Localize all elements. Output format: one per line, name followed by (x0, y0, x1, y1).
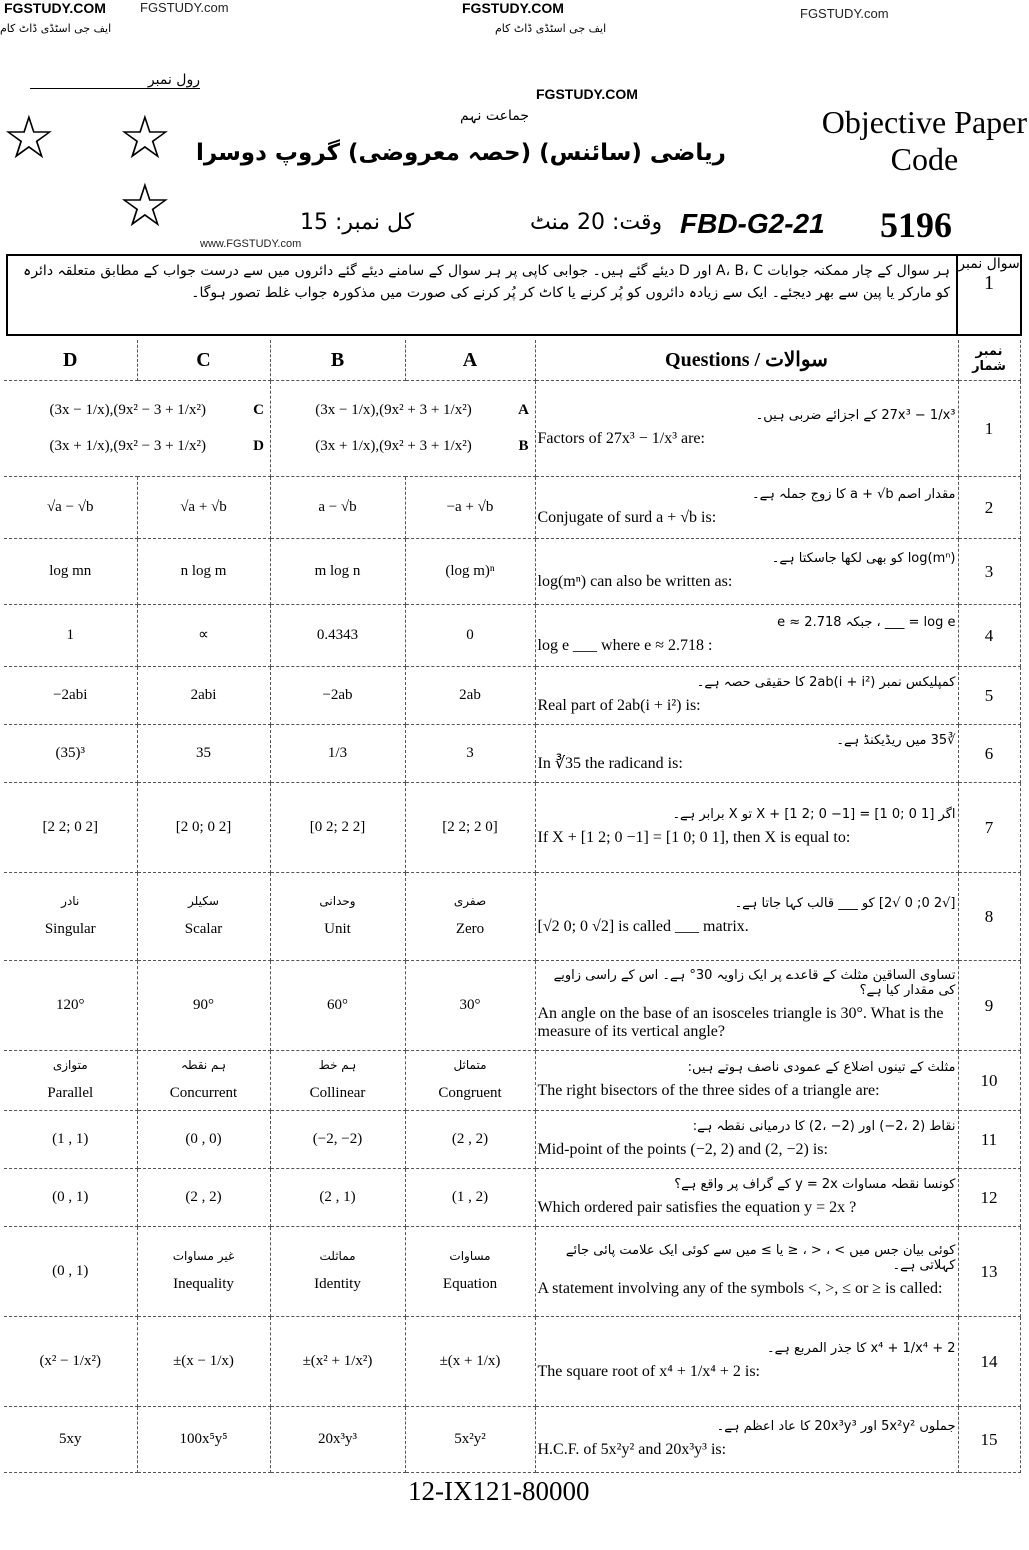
option-b-text: m log n (314, 562, 361, 579)
option-b-text: 20x³y³ (318, 1430, 357, 1447)
question-number: 3 (958, 539, 1020, 605)
question-number: 7 (958, 783, 1020, 873)
option-d-text: (3x + 1/x),(9x² − 3 + 1/x²) (49, 437, 206, 454)
option-a-text: 0 (466, 626, 474, 643)
option-b (270, 873, 405, 961)
option-c (137, 1051, 270, 1111)
option-d-text: √a − √b (46, 498, 94, 515)
questions-table (4, 340, 1021, 1473)
question-number: 1 (958, 381, 1020, 477)
option-c-text: 100x⁵y⁵ (179, 1430, 228, 1447)
question-row (4, 381, 1020, 477)
watermark: FGSTUDY.COM (536, 86, 638, 102)
watermark: FGSTUDY.COM (462, 0, 564, 16)
option-a (405, 873, 535, 961)
option-a-text: −a + √b (446, 498, 494, 515)
option-c-text: 35 (196, 744, 211, 761)
option-a (405, 783, 535, 873)
option-a-urdu: صفری (453, 893, 487, 908)
option-a (405, 1227, 535, 1317)
option-d-text: (1 , 1) (52, 1130, 89, 1147)
option-c (137, 1227, 270, 1317)
question-english: The square root of x⁴ + 1/x⁴ + 2 is: (537, 1362, 760, 1380)
question-english: log e ___ where e ≈ 2.718 : (537, 636, 713, 654)
option-b-text: 1/3 (327, 744, 348, 761)
header-a: A (405, 340, 535, 381)
option-c (137, 539, 270, 605)
option-c-text: √a + √b (180, 498, 227, 515)
option-b-urdu: وحدانی (319, 893, 356, 908)
option-b-urdu: ہم خط (318, 1057, 357, 1072)
option-b (270, 539, 405, 605)
option-b-text: Unit (324, 920, 351, 937)
option-d-text: (0 , 1) (52, 1262, 89, 1279)
roll-number-label: رول نمبر (30, 72, 200, 89)
question-cell (535, 1051, 958, 1111)
option-a-text: ±(x + 1/x) (439, 1352, 501, 1369)
option-b-text: [0 2; 2 2] (309, 818, 366, 835)
question-number: 13 (958, 1227, 1020, 1317)
option-a (405, 1317, 535, 1407)
question-row (4, 667, 1020, 725)
question-urdu: اگر X + [1 2; 0 −1] = [1 0; 0 1] تو X برابر ہے۔ (672, 806, 956, 822)
option-d-text: (x² − 1/x²) (39, 1352, 102, 1369)
option-c (137, 783, 270, 873)
option-b (270, 667, 405, 725)
question-english: Which ordered pair satisfies the equation y = 2x ? (537, 1198, 857, 1216)
option-c (137, 1317, 270, 1407)
option-a (405, 1407, 535, 1473)
code-label: Code (890, 140, 959, 177)
option-b-text: a − √b (318, 498, 357, 515)
option-d-text: (35)³ (55, 744, 85, 761)
option-a (405, 1051, 535, 1111)
watermark: www.FGSTUDY.com (200, 238, 302, 250)
option-b (270, 1407, 405, 1473)
option-d-text: (0 , 1) (52, 1188, 89, 1205)
option-a (405, 725, 535, 783)
option-a-text: Equation (442, 1275, 498, 1292)
watermark: FGSTUDY.com (140, 0, 229, 15)
option-c-letter: C (253, 402, 264, 419)
option-d-text: 5xy (59, 1430, 82, 1447)
option-a (405, 605, 535, 667)
question-number: 11 (958, 1111, 1020, 1169)
question-row (4, 1051, 1020, 1111)
handwritten-code: FBD-G2-21 (680, 208, 825, 239)
question-number: 6 (958, 725, 1020, 783)
paper-title (822, 104, 1027, 178)
option-d (4, 539, 137, 605)
option-d-text: 120° (56, 996, 85, 1013)
option-d-urdu: متوازی (52, 1057, 88, 1072)
star-icon: ☆ (118, 173, 172, 239)
question-row (4, 961, 1020, 1051)
option-a-text: Congruent (438, 1084, 502, 1101)
option-d (4, 1317, 137, 1407)
question-number: 10 (958, 1051, 1020, 1111)
question-urdu: [√2 0; 0 √2] کو ___ قالب کہا جاتا ہے۔ (734, 895, 956, 911)
question-english: The right bisectors of the three sides of a triangle are: (537, 1081, 880, 1099)
instructions-text: ہر سوال کے چار ممکنہ جوابات A، B، C اور D دیئے گئے ہیں۔ جوابی کاپی پر ہر سوال کے سامنے دیئے گئے دائروں میں سے درست جواب کے مطابق متعلقہ دائرہ کو مارکر یا پین سے بھر دیجئے۔ ایک سے زیادہ دائروں کو پُر کرنے یا کاٹ کر پُر کرنے کی صورت میں مذکورہ جواب غلط تصور ہوگا۔ (23, 263, 950, 301)
total-marks: کل نمبر: 15 (300, 210, 415, 235)
header-b: B (270, 340, 405, 381)
question-cell (535, 605, 958, 667)
option-b (270, 605, 405, 667)
header-number: نمبر شمار (958, 340, 1020, 381)
option-b-text: (3x + 1/x),(9x² + 3 + 1/x²) (315, 437, 472, 454)
question-english: Real part of 2ab(i + i²) is: (537, 696, 701, 714)
question-cell (535, 539, 958, 605)
option-a-text: 5x²y² (454, 1430, 486, 1447)
question-row (4, 783, 1020, 873)
option-c-text: Scalar (184, 920, 223, 937)
option-a (405, 667, 535, 725)
question-english: If X + [1 2; 0 −1] = [1 0; 0 1], then X is equal to: (537, 828, 851, 846)
question-urdu: کوئی بیان جس میں > ، < ، ≤ یا ≥ میں سے کوئی ایک علامت پائی جائے کہلاتی ہے۔ (565, 1243, 956, 1274)
option-a-text: 2ab (459, 686, 481, 703)
option-c-text: 2abi (190, 686, 217, 703)
option-d-text: [2 2; 0 2] (42, 818, 98, 835)
option-c-urdu: سکیلر (188, 893, 219, 908)
question-row (4, 1407, 1020, 1473)
option-c-text: ±(x − 1/x) (173, 1352, 234, 1369)
question-english: In ∛35 the radicand is: (537, 754, 683, 772)
question-number: 15 (958, 1407, 1020, 1473)
option-d (4, 1227, 137, 1317)
option-d-text: Parallel (47, 1084, 94, 1101)
option-c (137, 1111, 270, 1169)
option-c (137, 1407, 270, 1473)
question-number: 12 (958, 1169, 1020, 1227)
question-row (4, 1169, 1020, 1227)
option-a-urdu: متماثل (453, 1057, 487, 1072)
question-row (4, 1227, 1020, 1317)
question-urdu: تساوی الساقین مثلث کے قاعدے پر ایک زاویہ 30° ہے۔ اس کے راسی زاویے کی مقدار کیا ہے؟ (553, 968, 956, 999)
option-b (270, 1169, 405, 1227)
options-ab (270, 381, 535, 477)
class-label: جماعت نہم (460, 108, 529, 124)
question-cell (535, 1407, 958, 1473)
option-b (270, 1111, 405, 1169)
question-row (4, 605, 1020, 667)
question-cell (535, 667, 958, 725)
option-c-text: [2 0; 0 2] (175, 818, 232, 835)
option-d (4, 1051, 137, 1111)
question-row (4, 873, 1020, 961)
option-b-text: −2ab (322, 686, 353, 703)
question-number: 4 (958, 605, 1020, 667)
option-c-text: (3x − 1/x),(9x² − 3 + 1/x²) (49, 402, 206, 419)
objective-paper-title: Objective Paper (821, 104, 1027, 140)
option-c-text: 90° (193, 996, 214, 1013)
watermark-urdu: ایف جی اسٹڈی ڈاٹ کام (0, 22, 112, 35)
option-d (4, 873, 137, 961)
option-d-text: Singular (44, 920, 96, 937)
question-urdu: جملوں 5x²y² اور 20x³y³ کا عاد اعظم ہے۔ (716, 1418, 956, 1434)
option-c (137, 605, 270, 667)
option-d-letter: D (253, 437, 264, 454)
header-d: D (4, 340, 137, 381)
option-d (4, 477, 137, 539)
paper-code: 5196 (880, 205, 952, 245)
option-a-letter: A (518, 402, 529, 419)
option-c (137, 667, 270, 725)
option-c-urdu: غیر مساوات (172, 1248, 235, 1263)
time-allowed: وقت: 20 منٹ (530, 210, 663, 235)
question-urdu: مقدار اصم a + √b کا زوج جملہ ہے۔ (752, 486, 956, 502)
option-b (270, 477, 405, 539)
option-a-text: [2 2; 2 0] (442, 818, 498, 835)
question-row (4, 725, 1020, 783)
option-a-text: (1 , 2) (451, 1188, 489, 1205)
question-english: Conjugate of surd a + √b is: (537, 508, 717, 526)
option-b-letter: B (518, 437, 529, 454)
option-d (4, 1169, 137, 1227)
question-number: 8 (958, 873, 1020, 961)
question-urdu: ∛35 میں ریڈیکنڈ ہے۔ (836, 732, 956, 748)
question-english: Factors of 27x³ − 1/x³ are: (537, 429, 705, 447)
option-d-text: log mn (49, 562, 92, 579)
option-b-text: 60° (327, 996, 348, 1013)
subject-title: ریاضی (سائنس) (حصہ معروضی) گروپ دوسرا (196, 140, 726, 166)
option-c-text: ∝ (198, 626, 209, 643)
star-icon: ☆ (2, 105, 56, 171)
question-cell (535, 1317, 958, 1407)
option-b (270, 1051, 405, 1111)
option-a-text: (log m)ⁿ (445, 562, 495, 579)
option-c-text: (0 , 0) (185, 1130, 222, 1147)
questions-section (4, 340, 1020, 1507)
option-a-urdu: مساوات (449, 1248, 491, 1263)
question-row (4, 539, 1020, 605)
option-b-urdu: مماثلت (319, 1248, 356, 1263)
option-a-text: 3 (466, 744, 474, 761)
question-number: 5 (958, 667, 1020, 725)
option-b-text: ±(x² + 1/x²) (302, 1352, 373, 1369)
option-c-text: Inequality (173, 1275, 234, 1292)
question-number: 2 (958, 477, 1020, 539)
option-a-text: (2 , 2) (451, 1130, 489, 1147)
question-english: A statement involving any of the symbols <, >, ≤ or ≥ is called: (537, 1280, 943, 1298)
option-d (4, 605, 137, 667)
option-a (405, 477, 535, 539)
question-urdu: کونسا نقطہ مساوات y = 2x کے گراف پر واقع ہے؟ (674, 1176, 956, 1192)
option-d (4, 667, 137, 725)
option-d (4, 783, 137, 873)
option-a (405, 539, 535, 605)
header-c: C (137, 340, 270, 381)
question-cell (535, 1169, 958, 1227)
question-urdu: x⁴ + 1/x⁴ + 2 کا جذر المربع ہے۔ (766, 1340, 956, 1356)
question-row (4, 477, 1020, 539)
question-number: 1 (984, 272, 994, 294)
question-urdu: مثلث کے تینوں اضلاع کے عمودی ناصف ہوتے ہیں: (687, 1059, 956, 1075)
question-english: log(mⁿ) can also be written as: (537, 572, 733, 590)
footer-code: 12-IX121-80000 (408, 1476, 590, 1506)
option-b (270, 783, 405, 873)
option-c-text: Concurrent (169, 1084, 238, 1101)
option-b-text: 0.4343 (316, 626, 359, 643)
option-c-text: (2 , 2) (185, 1188, 222, 1205)
option-b (270, 961, 405, 1051)
option-d-text: −2abi (53, 686, 88, 703)
question-urdu: log(mⁿ) کو بھی لکھا جاسکتا ہے۔ (771, 550, 956, 566)
option-b-text: Identity (314, 1275, 361, 1292)
options-cd (4, 381, 270, 477)
option-d (4, 1407, 137, 1473)
option-b (270, 725, 405, 783)
question-cell (535, 1227, 958, 1317)
option-d (4, 725, 137, 783)
question-cell (535, 381, 958, 477)
header-questions: Questions / سوالات (535, 340, 958, 381)
watermark-urdu: ایف جی اسٹڈی ڈاٹ کام (495, 22, 607, 35)
option-b-text: Collinear (309, 1084, 366, 1101)
question-cell (535, 1111, 958, 1169)
question-cell (535, 783, 958, 873)
instructions-box (6, 254, 1022, 336)
option-d-text: 1 (66, 626, 74, 643)
question-english: [√2 0; 0 √2] is called ___ matrix. (537, 917, 749, 935)
question-number-label: سوال نمبر (958, 256, 1020, 272)
question-english: An angle on the base of an isosceles triangle is 30°. What is the measure of its vertical angle? (537, 1005, 944, 1041)
option-a (405, 961, 535, 1051)
question-urdu: log e = ___ ، جبکہ e ≈ 2.718 (777, 614, 956, 630)
option-b (270, 1227, 405, 1317)
option-b-text: (−2, −2) (312, 1130, 363, 1147)
star-icon: ☆ (118, 105, 172, 171)
question-number: 14 (958, 1317, 1020, 1407)
option-b (270, 1317, 405, 1407)
option-c (137, 1169, 270, 1227)
option-a-text: Zero (455, 920, 485, 937)
option-d (4, 1111, 137, 1169)
option-a (405, 1111, 535, 1169)
question-cell (535, 477, 958, 539)
option-a-text: (3x − 1/x),(9x² + 3 + 1/x²) (315, 402, 472, 419)
option-b-text: (2 , 1) (319, 1188, 356, 1205)
option-c-urdu: ہم نقطہ (180, 1057, 227, 1072)
option-c (137, 477, 270, 539)
option-c-text: n log m (180, 562, 227, 579)
option-c (137, 961, 270, 1051)
question-cell (535, 961, 958, 1051)
question-english: H.C.F. of 5x²y² and 20x³y³ is: (537, 1440, 727, 1458)
question-row (4, 1111, 1020, 1169)
option-d-urdu: نادر (61, 893, 80, 908)
question-number-box (956, 256, 1020, 334)
option-c (137, 725, 270, 783)
question-cell (535, 873, 958, 961)
question-cell (535, 725, 958, 783)
question-number: 9 (958, 961, 1020, 1051)
question-english: Mid-point of the points (−2, 2) and (2, −2) is: (537, 1140, 828, 1158)
watermark: FGSTUDY.com (800, 6, 889, 21)
question-urdu: کمپلیکس نمبر 2ab(i + i²) کا حقیقی حصہ ہے۔ (696, 674, 956, 690)
watermark: FGSTUDY.COM (4, 0, 106, 16)
option-a (405, 1169, 535, 1227)
option-c (137, 873, 270, 961)
option-a-text: 30° (459, 996, 481, 1013)
question-row (4, 1317, 1020, 1407)
question-urdu: نقاط (2 ،2−) اور (2− ،2) کا درمیانی نقطہ ہے: (692, 1118, 956, 1134)
option-d (4, 961, 137, 1051)
question-urdu: 27x³ − 1/x³ کے اجزائے ضربی ہیں۔ (755, 407, 956, 423)
